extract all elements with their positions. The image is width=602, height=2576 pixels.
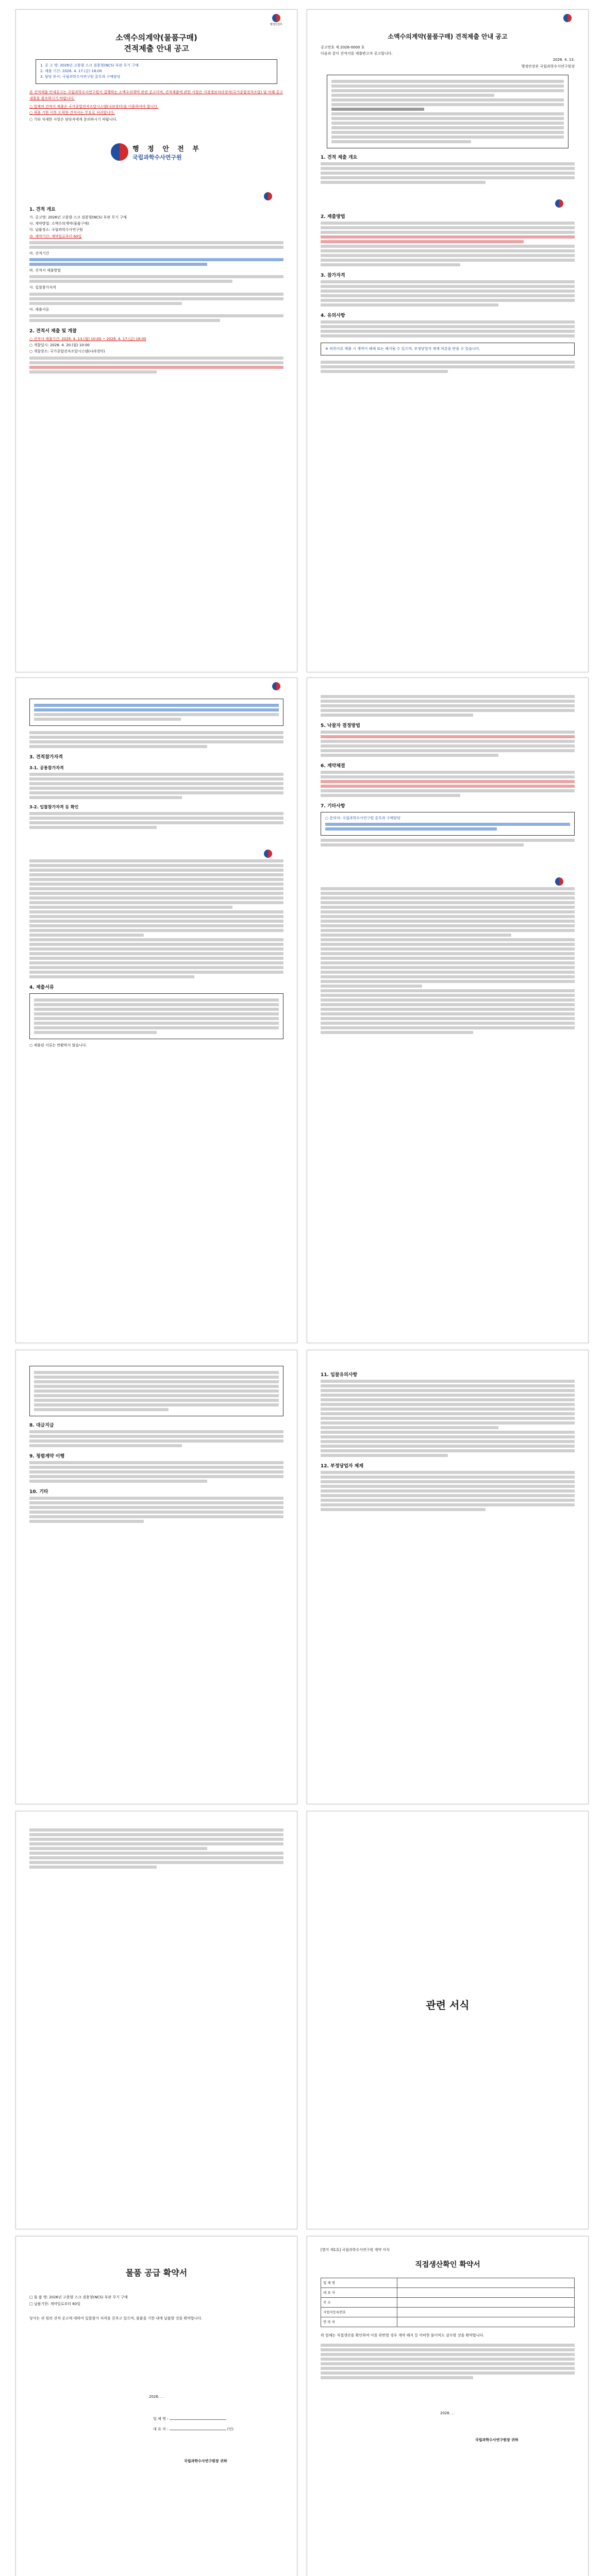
section-heading: 12. 부정당업자 제재: [321, 1464, 364, 1469]
pledge-body: 당사는 귀 원의 견적 공고에 대하여 입찰참가 자격을 갖추고 있으며, 물품을 기한 내에 납품할 것을 확약합니다.: [29, 2316, 203, 2320]
government-emblem-icon: [111, 143, 128, 161]
note-item: ○ 업체의 견적서 제출은 국가종합전자조달시스템(나라장터)을 이용하여야 합니다.: [29, 105, 159, 109]
contact-text: ○ 문의처: 국립과학수사연구원 총무과 구매담당: [325, 816, 400, 820]
row-label: 주 소: [321, 2297, 397, 2307]
item-label: □ 물 품 명: 2026년 고용량 스크 겸용형(NCS) 부판 무기 구매: [29, 2295, 128, 2300]
summary-box: [36, 59, 277, 84]
overview-item: 라. 계약기간: 계약일로부터 60일: [29, 234, 82, 239]
company-field[interactable]: [170, 2415, 226, 2420]
document-page-7b: [307, 1811, 589, 2229]
ministry-mark: [544, 877, 575, 886]
section-heading: 9. 청렴계약 이행: [29, 1454, 65, 1459]
row-field[interactable]: [397, 2287, 574, 2297]
section-heading: 5. 낙찰자 결정방법: [321, 723, 360, 728]
contact-box: [321, 812, 575, 836]
period-label: □ 납품기한: 계약일로부터 60일: [29, 2301, 80, 2306]
taegeuk-icon: [555, 877, 563, 886]
taegeuk-icon: [272, 14, 280, 22]
row-label: 업 체 명: [321, 2278, 397, 2287]
ministry-mark: [253, 192, 283, 200]
schedule-item: ○ 견적서 제출기간: 2026. 4. 13.(월) 10:00 ~ 2026. 4. 17.(금) 18:00: [29, 336, 146, 341]
document-page-8: [15, 2236, 297, 2576]
pledge-body: 위 업체는 직접생산을 확인하며 이를 위반할 경우 계약 해지 등 어떠한 불이익도 감수할 것을 확약합니다.: [321, 2333, 484, 2337]
page-title: 직접생산확인 확약서: [415, 2261, 480, 2269]
section-heading: 1. 견적 제출 개요: [321, 155, 358, 160]
document-page-5: [15, 1350, 297, 1804]
document-page-9: [307, 2236, 589, 2576]
rep-field[interactable]: [170, 2426, 226, 2430]
section-heading: 7. 기타사항: [321, 804, 345, 809]
ministry-mark: [544, 199, 575, 208]
warning-text: ※ 허위서류 제출 시 계약이 해제 또는 해지될 수 있으며, 부정당업자 제재 처분을 받을 수 있습니다.: [325, 346, 480, 351]
summary-line: 2. 제출 기간: 2026. 4. 17.(금) 18:00: [40, 69, 102, 74]
note-item: ○ 기타 자세한 사항은 담당자에게 문의하시기 바랍니다.: [29, 117, 118, 122]
overview-item: 다. 납품장소: 국립과학수사연구원: [29, 228, 83, 232]
overview-list: [29, 214, 283, 322]
taegeuk-icon: [272, 682, 280, 690]
row-label: 사업자등록번호: [321, 2307, 397, 2317]
ministry-name: 행 정 안 전 부: [132, 145, 202, 153]
title-line-1: 소액수의계약(물품구매): [115, 33, 197, 42]
schedule-list: [29, 336, 283, 374]
row-field[interactable]: [397, 2307, 574, 2317]
overview-item: 마. 견적기간: [29, 251, 49, 256]
documents-box: [29, 993, 283, 1039]
title-line-2: 견적제출 안내 공고: [124, 44, 189, 53]
document-page-6: [307, 1350, 589, 1804]
form-label: [별지 제1호] 국립과학수사연구원 계약 서식: [321, 2248, 390, 2252]
section-heading: 4. 유의사항: [321, 313, 345, 318]
document-page-3: [15, 677, 297, 1343]
ministry-mark: [253, 850, 283, 858]
section-heading: 3. 견적참가자격: [29, 755, 63, 760]
recipient: 국립과학수사연구원장 귀하: [184, 2459, 227, 2463]
summary-line: 3. 담당 부서: 국립과학수사연구원 총무과 구매담당: [40, 75, 121, 79]
page-title: 물품 공급 확약서: [125, 2268, 188, 2278]
notice-text: ○ 제출된 서류는 반환하지 않습니다.: [29, 1043, 87, 1047]
section-heading: 2. 제출방법: [321, 214, 345, 219]
section-heading: 1. 견적 개요: [29, 207, 56, 212]
recipient: 국립과학수사연구원장 귀하: [475, 2438, 519, 2443]
seal-mark: (인): [227, 2427, 234, 2431]
overview-item: 아. 제출서류: [29, 307, 49, 312]
taegeuk-icon: [555, 199, 563, 208]
page-title: [29, 32, 283, 54]
overview-item: 바. 견적서 제출방법: [29, 268, 61, 273]
taegeuk-icon: [264, 192, 272, 200]
note-item: ○ 제출 기한 이후 도착한 견적서는 무효로 처리합니다.: [29, 111, 115, 115]
reference-number: 공고번호 제 2026-0000 호: [321, 45, 365, 49]
agency-name: 국립과학수사연구원: [132, 154, 182, 161]
taegeuk-icon: [563, 14, 572, 22]
pledge-date: 2026. . .: [149, 2395, 164, 2399]
notes-list: [29, 104, 283, 123]
row-field[interactable]: [397, 2297, 574, 2307]
section-heading: 10. 기타: [29, 1489, 48, 1495]
content-box: [29, 1366, 283, 1416]
rep-label: 대 표 자 :: [153, 2427, 169, 2431]
section-heading: 3. 참가자격: [321, 273, 345, 278]
ministry-mark: [552, 14, 583, 22]
forms-heading: 관련 서식: [426, 1999, 470, 2011]
section-heading: 6. 계약체결: [321, 764, 345, 769]
warning-box: [321, 343, 575, 355]
document-page-1: [15, 9, 297, 672]
section-heading: 2. 견적서 제출 및 개찰: [29, 328, 77, 334]
ministry-mark: [261, 14, 292, 26]
summary-line: 1. 공 고 명: 2026년 고용량 스크 겸용형(NCS) 부판 무기 구매: [40, 63, 139, 67]
row-label: 대 표 자: [321, 2287, 397, 2297]
document-page-2: [307, 9, 589, 672]
row-label: 연 락 처: [321, 2317, 397, 2327]
overview-item: 나. 계약방법: 소액수의계약(물품구매): [29, 222, 89, 226]
content-box: [327, 75, 568, 148]
pledge-date: 2026. . .: [440, 2411, 455, 2416]
row-field[interactable]: [397, 2278, 574, 2287]
signer: 행정안전부 국립과학수사연구원장: [521, 64, 575, 69]
overview-item: 사. 입찰참가자격: [29, 285, 56, 290]
taegeuk-icon: [264, 850, 272, 858]
document-page-7: [15, 1811, 297, 2229]
intro-text: 본 견적제출 안내공고는 국립과학수사연구원이 집행하는 소액수의계약 관련 공고이며, 견적제출에 관한 사항은 지정정보처리장치(국가종합전자조달) 및 아래 공고내용을 참조하시기 바랍니다.: [29, 90, 283, 100]
ministry-mark: [261, 682, 292, 690]
document-page-4: [307, 677, 589, 1343]
overview-item: 가. 공고명: 2026년 고용량 스크 겸용형(NCS) 부판 무기 구매: [29, 215, 127, 219]
schedule-item: ○ 개찰일시: 2026. 4. 20.(월) 10:00: [29, 343, 90, 348]
subsection-heading: 3-1. 공통참가자격: [29, 766, 64, 770]
section-heading: 8. 대금지급: [29, 1423, 54, 1428]
agency-logo: [29, 143, 283, 161]
row-field[interactable]: [397, 2317, 574, 2327]
notice-date: 2026. 4. 13.: [553, 58, 575, 62]
ministry-mark-label: 행정안전부: [270, 23, 283, 26]
intro-text: 다음과 같이 견적서를 제출받고자 공고합니다.: [321, 52, 393, 56]
schedule-item: ○ 개찰장소: 국가종합전자조달시스템(나라장터): [29, 349, 105, 354]
info-table: [321, 2278, 575, 2327]
content-box: [29, 699, 283, 726]
page-title: 소액수의계약(물품구매) 견적제출 안내 공고: [388, 33, 508, 40]
company-label: 업 체 명 :: [153, 2417, 169, 2421]
section-heading: 4. 제출서류: [29, 985, 54, 990]
subsection-heading: 3-2. 입찰참가자격 등 확인: [29, 805, 79, 809]
section-heading: 11. 입찰유의사항: [321, 1372, 358, 1378]
